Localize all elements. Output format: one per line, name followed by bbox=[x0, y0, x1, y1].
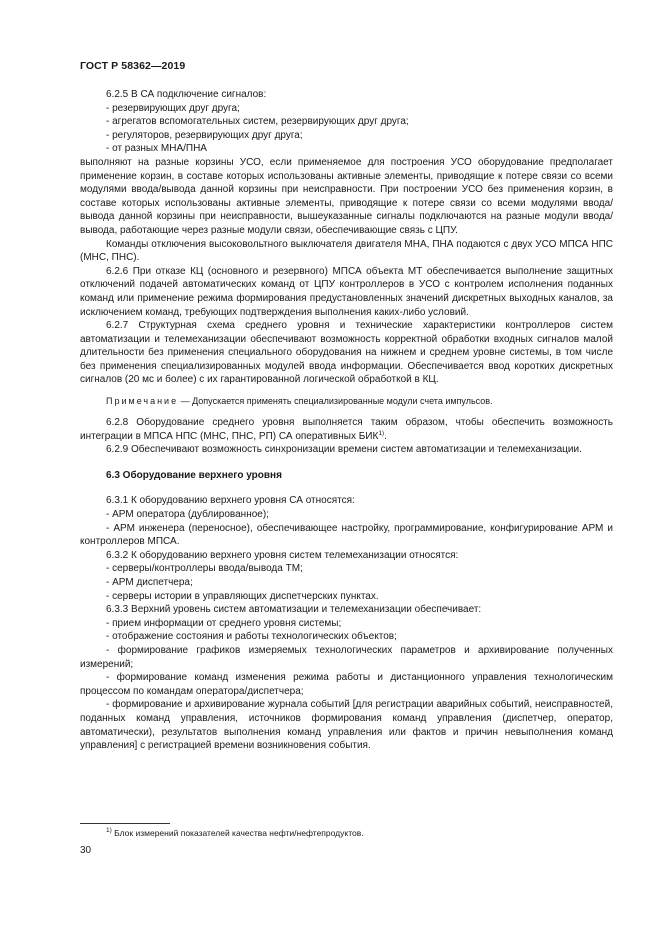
page-number: 30 bbox=[80, 845, 92, 856]
paragraph: 6.3.2 К оборудованию верхнего уровня систем телемеханизации относятся: bbox=[106, 549, 459, 561]
paragraph: 6.3.3 Верхний уровень систем автоматизации и телемеханизации обеспечивает: bbox=[106, 604, 482, 616]
paragraph-text: 6.2.8 Оборудование среднего уровня выполняется таким образом, чтобы обеспечить возможность интеграции в МПСА НПС (МНС, ПНС, РП) СА оперативных БИК bbox=[80, 417, 613, 442]
list-item: - отображение состояния и работы технологических объектов; bbox=[106, 631, 397, 643]
footnote-divider bbox=[80, 823, 170, 824]
list-item: - формирование графиков измеряемых технологических параметров и архивирование полученных измерений; bbox=[80, 644, 613, 670]
paragraph: Команды отключения высоковольтного выключателя двигателя МНА, ПНА подаются с двух УСО МПСА НПС (МНС, ПНС). bbox=[80, 238, 613, 264]
paragraph: 6.2.7 Структурная схема среднего уровня и технические характеристики контроллеров систем автоматизации и телемеханизации обеспечивают возможность корректной обработки входных сигналов малой длительности без применения специального оборудования на нижнем и среднем уровне системы, в том числе без применения специализированных модулей ввода информации. Обеспечивается ввод коротких дискретных сигналов (20 мс и более) с их гарантированной логической обработкой в КЦ. bbox=[80, 320, 613, 386]
list-item: - АРМ оператора (дублированное); bbox=[106, 509, 269, 521]
document-header: ГОСТ Р 58362—2019 bbox=[80, 60, 186, 72]
list-item: - от разных МНА/ПНА bbox=[106, 143, 207, 155]
paragraph: 6.2.6 При отказе КЦ (основного и резервного) МПСА объекта МТ обеспечивается выполнение защитных отключений подачей автоматических команд от ЦПУ контроллеров в УСО с контролем исполнения поданных команд или применение режима формирования предустановленных значений дискретных выходных каналов, за исключением команд, требующих подтверждения выполнения каких-либо условий. bbox=[80, 265, 613, 318]
note-text: — Допускается применять специализированные модули счета импульсов. bbox=[178, 396, 493, 407]
list-item: - агрегатов вспомогательных систем, резервирующих друг друга; bbox=[106, 116, 409, 128]
paragraph bbox=[80, 416, 613, 443]
list-item: - прием информации от среднего уровня системы; bbox=[106, 617, 342, 629]
section-heading: 6.3 Оборудование верхнего уровня bbox=[106, 469, 282, 481]
paragraph: 6.3.1 К оборудованию верхнего уровня СА относятся: bbox=[106, 495, 355, 507]
paragraph-tail: . bbox=[384, 430, 387, 442]
list-item: - АРМ диспетчера; bbox=[106, 577, 193, 588]
list-item: - серверы/контроллеры ввода/вывода ТМ; bbox=[106, 563, 303, 575]
document-body bbox=[80, 88, 613, 753]
footnote bbox=[106, 828, 364, 838]
list-item: - АРМ инженера (переносное), обеспечивающее настройку, программирование, конфигурирование АРМ и контроллеров МПСА. bbox=[80, 522, 613, 548]
list-item: - формирование и архивирование журнала событий [для регистрации аварийных событий, неисправностей, поданных команд управления, источников формирования команд управления (диспетчер, оператор, автоматически), результатов выполнения команд управления или фактов и причин невыполнения команд управления] с регистрацией времени возникновения события. bbox=[80, 699, 613, 752]
footnote-text: Блок измерений показателей качества нефти/нефтепродуктов. bbox=[111, 828, 364, 838]
footnote-mark: 1) bbox=[106, 827, 112, 834]
list-item: - регуляторов, резервирующих друг друга; bbox=[106, 129, 303, 141]
list-item: - резервирующих друг друга; bbox=[106, 102, 240, 114]
paragraph: выполняют на разные корзины УСО, если применяемое для построения УСО оборудование предполагает применение корзин, в составе которых использованы активные элементы, приводящие к потере связи со всеми модулями ввода/вывода данной корзины при неисправности. При построении УСО без применения корзин, в составе которых использованы активные элементы, приводящие к потере связи со всеми модулями ввода/вывода данной корзины при неисправности, вышеуказанные сигналы подключаются на разные модули ввода/вывода, работающие через разные модули связи, обеспечивающие связь с ЦПУ. bbox=[80, 156, 613, 236]
footnote-reference: 1) bbox=[378, 429, 385, 437]
note-label: Примечание bbox=[106, 396, 179, 407]
list-item: - серверы истории в управляющих диспетчерских пунктах. bbox=[106, 590, 379, 602]
paragraph: 6.2.5 В СА подключение сигналов: bbox=[106, 89, 267, 100]
list-item: - формирование команд изменения режима работы и дистанционного управления технологическим процессом по командам оператора/диспетчера; bbox=[80, 672, 613, 697]
note bbox=[80, 395, 613, 408]
paragraph: 6.2.9 Обеспечивают возможность синхронизации времени систем автоматизации и телемеханизации. bbox=[106, 444, 582, 456]
